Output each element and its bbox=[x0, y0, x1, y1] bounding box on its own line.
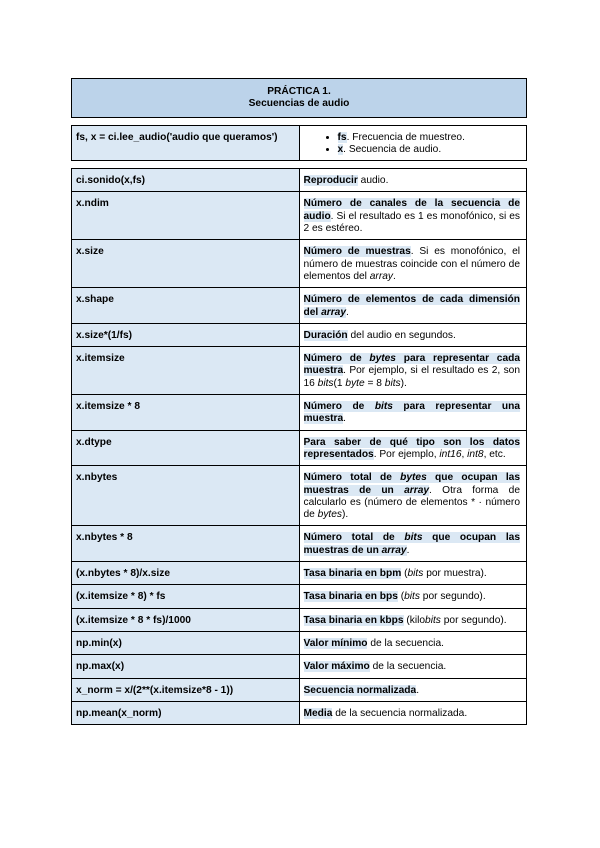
description-text: bits bbox=[384, 377, 401, 389]
description-text: ( bbox=[397, 591, 405, 603]
description-cell bbox=[299, 347, 527, 395]
table-row bbox=[72, 288, 527, 324]
description-text: . bbox=[416, 684, 420, 696]
command-cell: x.size*(1/fs) bbox=[72, 323, 300, 346]
highlighted-text: Duración bbox=[303, 329, 348, 341]
description-text: audio. bbox=[357, 175, 389, 187]
practice-subtitle: Secuencias de audio bbox=[248, 98, 350, 110]
description-text: de la secuencia normalizada. bbox=[332, 707, 468, 719]
highlighted-text: bits bbox=[374, 401, 393, 413]
description-text: bytes bbox=[317, 509, 343, 521]
description-cell bbox=[299, 562, 527, 585]
highlighted-text: para representar cada muestra bbox=[303, 353, 520, 377]
command-cell: x.size bbox=[72, 240, 300, 288]
description-cell bbox=[299, 323, 527, 346]
table-row bbox=[72, 125, 527, 161]
bullet-item bbox=[338, 144, 521, 156]
description-text: ). bbox=[342, 509, 349, 521]
table-row bbox=[72, 631, 527, 654]
header-row bbox=[72, 79, 527, 118]
description-cell bbox=[299, 631, 527, 654]
description-text: bits bbox=[404, 591, 420, 603]
bullet-text: . Frecuencia de muestreo. bbox=[346, 131, 465, 143]
bullet-term: x bbox=[337, 143, 344, 155]
command-cell: (x.itemsize * 8) * fs bbox=[72, 585, 300, 608]
command-cell: ci.sonido(x,fs) bbox=[72, 169, 300, 192]
command-cell: (x.itemsize * 8 * fs)/1000 bbox=[72, 608, 300, 631]
highlighted-text: Tasa binaria en kbps bbox=[303, 614, 404, 626]
description-cell bbox=[299, 395, 527, 431]
description-cell bbox=[299, 655, 527, 678]
command-cell: np.mean(x_norm) bbox=[72, 701, 300, 724]
description-text: (kilo bbox=[403, 614, 426, 626]
practice-title: PRÁCTICA 1. bbox=[267, 86, 331, 97]
description-text: . bbox=[343, 413, 346, 425]
table-row bbox=[72, 526, 527, 562]
highlighted-text: Para saber de qué tipo son los datos representados bbox=[303, 436, 520, 460]
description-text: byte bbox=[345, 377, 365, 389]
highlighted-text: que ocupan las muestras de un bbox=[303, 472, 520, 496]
highlighted-text: Número de elementos de cada dimensión del bbox=[303, 294, 520, 318]
command-cell: x.shape bbox=[72, 288, 300, 324]
table-row bbox=[72, 701, 527, 724]
description-text: int8 bbox=[467, 448, 484, 460]
row-spacer bbox=[72, 161, 527, 169]
command-cell: x.itemsize * 8 bbox=[72, 395, 300, 431]
description-text: array bbox=[369, 270, 393, 282]
table-row bbox=[72, 347, 527, 395]
table-row bbox=[72, 585, 527, 608]
table-row bbox=[72, 608, 527, 631]
description-text: por segundo). bbox=[440, 614, 507, 626]
description-text: . Por ejemplo, bbox=[373, 448, 440, 460]
highlighted-text: bytes bbox=[400, 472, 427, 484]
description-cell bbox=[299, 430, 527, 466]
description-text: ). bbox=[400, 377, 407, 389]
highlighted-text: Reproducir bbox=[303, 175, 358, 187]
bullet-term: fs bbox=[337, 131, 347, 143]
bullet-item bbox=[338, 132, 521, 144]
highlighted-text: Número total de bbox=[303, 472, 401, 484]
command-cell: np.min(x) bbox=[72, 631, 300, 654]
bullet-list bbox=[304, 132, 521, 157]
description-text: , etc. bbox=[483, 448, 506, 460]
table-row bbox=[72, 430, 527, 466]
description-text: . Si es monofónico, el número de muestras coincide con el número de elementos del bbox=[303, 246, 520, 282]
table-row bbox=[72, 240, 527, 288]
description-text: int16 bbox=[439, 448, 462, 460]
description-text: . bbox=[392, 270, 396, 282]
highlighted-text: Número de canales de la secuencia de audio bbox=[303, 198, 520, 222]
highlighted-text: Número de muestras bbox=[303, 246, 411, 258]
commands-table bbox=[71, 78, 527, 725]
command-cell: x.ndim bbox=[72, 192, 300, 240]
description-text: . Otra forma de calcularlo es (número de elementos * · número de bbox=[303, 484, 520, 521]
description-text: = 8 bbox=[364, 377, 385, 389]
highlighted-text: Número total de bbox=[303, 532, 405, 544]
description-text: bits bbox=[407, 568, 424, 580]
table-row bbox=[72, 678, 527, 701]
description-text: . Por ejemplo, si el resultado es 2, son 16 bbox=[303, 365, 520, 389]
description-cell bbox=[299, 701, 527, 724]
command-cell: x.nbytes * 8 bbox=[72, 526, 300, 562]
description-text: por segundo). bbox=[419, 591, 486, 603]
description-cell bbox=[299, 125, 527, 161]
highlighted-text: Valor mínimo bbox=[303, 637, 368, 649]
description-text: del audio en segundos. bbox=[347, 329, 456, 341]
table-row bbox=[72, 169, 527, 192]
description-cell bbox=[299, 240, 527, 288]
table-row bbox=[72, 655, 527, 678]
highlighted-text: Tasa binaria en bps bbox=[303, 591, 398, 603]
highlighted-text: bits bbox=[404, 532, 423, 544]
description-cell bbox=[299, 585, 527, 608]
highlighted-text: que ocupan las muestras de un bbox=[303, 532, 520, 556]
highlighted-text: Valor máximo bbox=[303, 661, 370, 673]
header-spacer bbox=[72, 117, 527, 125]
description-text: . Si el resultado es 1 es monofónico, si es 2 es estéreo. bbox=[303, 210, 520, 235]
table-row bbox=[72, 323, 527, 346]
description-cell bbox=[299, 169, 527, 192]
command-cell: x.nbytes bbox=[72, 466, 300, 526]
highlighted-text: bytes bbox=[369, 353, 396, 365]
description-text: ( bbox=[401, 568, 408, 580]
table-row bbox=[72, 192, 527, 240]
command-cell: (x.nbytes * 8)/x.size bbox=[72, 562, 300, 585]
description-cell bbox=[299, 288, 527, 324]
highlighted-text: Número de bbox=[303, 401, 375, 413]
highlighted-text: array bbox=[381, 544, 407, 556]
highlighted-text: Número de bbox=[303, 353, 370, 365]
highlighted-text: Media bbox=[303, 707, 333, 719]
table-row bbox=[72, 466, 527, 526]
command-cell: fs, x = ci.lee_audio('audio que queramos') bbox=[72, 125, 300, 161]
table-row bbox=[72, 395, 527, 431]
description-text: bits bbox=[425, 614, 441, 626]
highlighted-text: array bbox=[404, 484, 430, 496]
description-text: . bbox=[406, 544, 410, 556]
command-cell: x_norm = x/(2**(x.itemsize*8 - 1)) bbox=[72, 678, 300, 701]
description-cell bbox=[299, 608, 527, 631]
description-cell bbox=[299, 466, 527, 526]
description-cell bbox=[299, 526, 527, 562]
highlighted-text: Tasa binaria en bpm bbox=[303, 568, 402, 580]
description-text: de la secuencia. bbox=[367, 637, 444, 649]
description-cell bbox=[299, 192, 527, 240]
highlighted-text: Secuencia normalizada bbox=[303, 684, 417, 696]
description-text: por muestra). bbox=[423, 568, 487, 580]
table-row bbox=[72, 562, 527, 585]
description-text: . bbox=[346, 306, 349, 318]
highlighted-text: para representar una muestra bbox=[303, 401, 521, 425]
table-header bbox=[72, 79, 527, 118]
description-text: (1 bbox=[333, 377, 346, 389]
description-text: de la secuencia. bbox=[369, 661, 447, 673]
command-cell: x.dtype bbox=[72, 430, 300, 466]
highlighted-text: array bbox=[321, 306, 346, 318]
description-text: bits bbox=[317, 377, 334, 389]
description-cell bbox=[299, 678, 527, 701]
bullet-text: . Secuencia de audio. bbox=[343, 143, 442, 155]
command-cell: np.max(x) bbox=[72, 655, 300, 678]
description-text: , bbox=[461, 448, 468, 460]
command-cell: x.itemsize bbox=[72, 347, 300, 395]
